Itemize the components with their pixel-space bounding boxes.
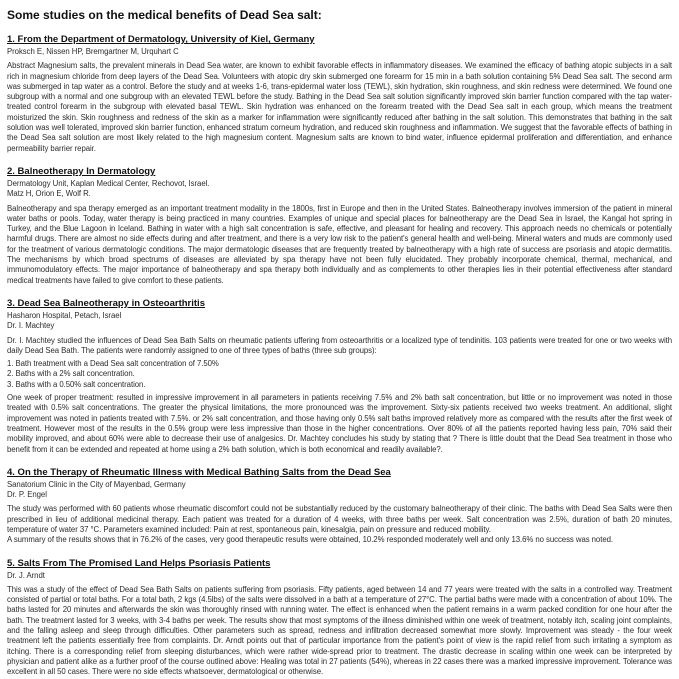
study-4-body: The study was performed with 60 patients whose rheumatic discomfort could not be substantially reduced by the customary balneotherapy of their clinic. The baths with Dead Sea Salts were then prescribed in lieu of additional medicinal therapy. Each patient was treated for a duration of 4 weeks, with three baths per week. Salt concentration was 2.5%, duration of bath 20 minutes, temperature of water 37 °C. Parameters examined included: Pain at rest, spontaneous pain, kinesalgia, pain on pressure and reduced mobility. (7, 504, 672, 534)
study-3-results: One week of proper treatment: resulted in impressive improvement in all parameters in patients receiving 7.5% and 2% bath salt concentration, but little or no improvement was noted in those treated with 0.5% salt concentrations. The greater the physical limitations, the more pronounced was the improvement. Sixty-six patients received two weeks treatment. An additional, slight improvement was noted in patients treated with 7.5%. or 2% salt concentration, and those having only 0.5% salt baths improved relatively more as compared with the results after the first week of treatment. However most of the results in the 0.5% group were less impressive than those in the higher concentrations. Over 80% of all the patients reported having less pain, 70% said their mobility improved, and about 60% were able to decrease their use of analgesics. Dr. Machtey concludes his study by stating that ? There is little doubt that the Dead Sea treatment in those who benefit from it can be extended and repeated at home using a 2% bath solution, which is both economical and readily available?. (7, 393, 672, 454)
study-section-4 (7, 467, 672, 546)
study-4-affiliation: Sanatorium Clinic in the City of Mayenbad, Germany (7, 479, 186, 489)
study-3-affiliation: Hasharon Hospital, Petach, Israel (7, 310, 122, 320)
study-4-heading: 4. On the Therapy of Rheumatic Illness with Medical Bathing Salts from the Dead Sea (7, 466, 391, 478)
study-5-authors: Dr. J. Arndt (7, 570, 45, 580)
study-4-summary: A summary of the results shows that in 76.2% of the cases, very good therapeutic results were obtained, 10.2% responded moderately well and only 13.6% no success was noted. (7, 535, 613, 545)
study-3-heading: 3. Dead Sea Balneotherapy in Osteoarthritis (7, 297, 205, 309)
study-4-authors: Dr. P. Engel (7, 490, 47, 500)
page-title: Some studies on the medical benefits of Dead Sea salt: (7, 8, 322, 22)
bath-type-list (7, 359, 672, 390)
study-section-2 (7, 166, 672, 286)
bath-type-item: 2. Baths with a 2% salt concentration. (7, 369, 135, 379)
bath-type-item: 1. Bath treatment with a Dead Sea salt concentration of 7.50% (7, 359, 219, 369)
study-3-intro: Dr. I. Machtey studied the influences of Dead Sea Bath Salts on rheumatic patients uffering from osteoarthritis or a localized type of tendinitis. 103 patients were treated for one or two weeks with daily Dead Sea Bath. The patients were randomly assigned to one of three types of baths (three sub groups): (7, 335, 672, 355)
study-2-authors: Matz H, Orion E, Wolf R. (7, 189, 91, 199)
study-section-5 (7, 558, 672, 678)
study-2-body: Balneotherapy and spa therapy emerged as an important treatment modality in the 1800s, first in Europe and then in the United States. Balneotherapy involves immersion of the patient in mineral water baths or pools. Today, water therapy is being practiced in many countries. Examples of unique and special places for balneotherapy are the Dead Sea in Israel, the Kangal hot spring in Turkey, and the Blue Lagoon in Iceland. Bathing in water with a high salt concentration is safe, effective, and pleasant for healing and recovery. This approach needs no chemicals or potentially harmful drugs. There are almost no side effects during and after treatment, and there is a very low risk to the patient's general health and well-being. Mineral waters and muds are commonly used for the treatment of various dermatologic conditions. The major dermatologic diseases that are frequently treated by balneotherapy with a high rate of success are psoriasis and atopic dermatitis. The mechanisms by which broad spectrums of diseases are alleviated by spa therapy have not been fully elucidated. They probably incorporate chemical, thermal, mechanical, and immunomodulatory effects. The major importance of balneotherapy and spa therapy both individually and as complements to other therapies lies in their potential effectiveness after standard medical treatments have failed to give comfort to these patients. (7, 203, 672, 285)
study-1-authors: Proksch E, Nissen HP, Bremgartner M, Urquhart C (7, 47, 179, 56)
study-2-affiliation: Dermatology Unit, Kaplan Medical Center, Rechovot, Israel. (7, 178, 210, 188)
study-section-3 (7, 298, 672, 455)
study-5-heading: 5. Salts From The Promised Land Helps Psoriasis Patients (7, 557, 271, 569)
study-1-heading: 1. From the Department of Dermatology, University of Kiel, Germany (7, 34, 315, 45)
study-2-heading: 2. Balneotherapy In Dermatology (7, 165, 156, 177)
study-section-1 (7, 34, 672, 154)
study-1-abstract: Abstract Magnesium salts, the prevalent minerals in Dead Sea water, are known to exhibit favorable effects in inflammatory diseases. We examined the efficacy of bathing atopic subjects in a salt rich in magnesium chloride from deep layers of the Dead Sea. Volunteers with atopic dry skin submerged one forearm for 15 min in a bath solution containing 5% Dead Sea salt. The second arm was submerged in tap water as a control. Before the study and at weeks 1-6, trans-epidermal water loss (TEWL), skin hydration, skin roughness, and skin redness were determined. We found one subgroup with a normal and one subgroup with an elevated TEWL before the study. Bathing in the Dead Sea salt solution significantly improved skin barrier function compared with the tap water-treated control forearm in the subgroup with elevated basal TEWL. Skin hydration was enhanced on the forearm treated with the Dead Sea salt in each group, which means the treatment moisturized the skin. Skin roughness and redness of the skin as a marker for inflammation were significantly reduced after bathing in the salt solution. This demonstrates that bathing in the salt solution was well tolerated, improved skin barrier function, enhanced stratum corneum hydration, and reduced skin roughness and inflammation. We suggest that the favorable effects of bathing in the Dead Sea salt solution are most likely related to the high magnesium content. Magnesium salts are known to bind water, influence epidermal proliferation and differentiation, and enhance permeability barrier repair. (7, 61, 672, 153)
study-3-authors: Dr. I. Machtey (7, 321, 55, 331)
bath-type-item: 3. Baths with a 0.50% salt concentration. (7, 379, 146, 389)
study-5-body: This was a study of the effect of Dead Sea Bath Salts on patients suffering from psoriasis. Fifty patients, aged between 14 and 77 years were treated with the salts in a controlled way. Treatment consisted of partial or total baths. For a total bath, 2 kgs (4.5lbs) of the salts were dissolved in a bath at a temperature of 27°C. The partial baths were made with a concentration of about 10%. The baths lasted for 20 minutes and afterwards the skin was thoroughly rinsed with running water. The effect is enhanced when the patient remains in a warm packed condition for one hour after the bath. The treatment lasted for 3 weeks, with 3-4 baths per week. The results show that most symptoms of the illness diminished within one week of treatment, notably itch, scaling joint complaints, and the falling asleep and sleep through difficulties. Other parameters such as spread, redness and infiltration decreased somewhat more slowly. Improvement was steady - the four week treatment left the patients essentially free from complaints. Dr. Arndt points out that of particular importance from the patient's point of view is the rapid relief from such irritating a symptom as itching. There is a corresponding relief from sleeping disturbances, which were rather wide-spread prior to treatment. The drastic decrease in scaling within one week can be interpreted by physician and patient alike as a further proof of the course outlined above: Healing was total in 27 patients (54%), whereas in 22 cases there was a marked impressive improvement. Tolerance was excellent in all 50 cases. There were no side effects whatsoever, dermatological or otherwise. (7, 584, 672, 677)
